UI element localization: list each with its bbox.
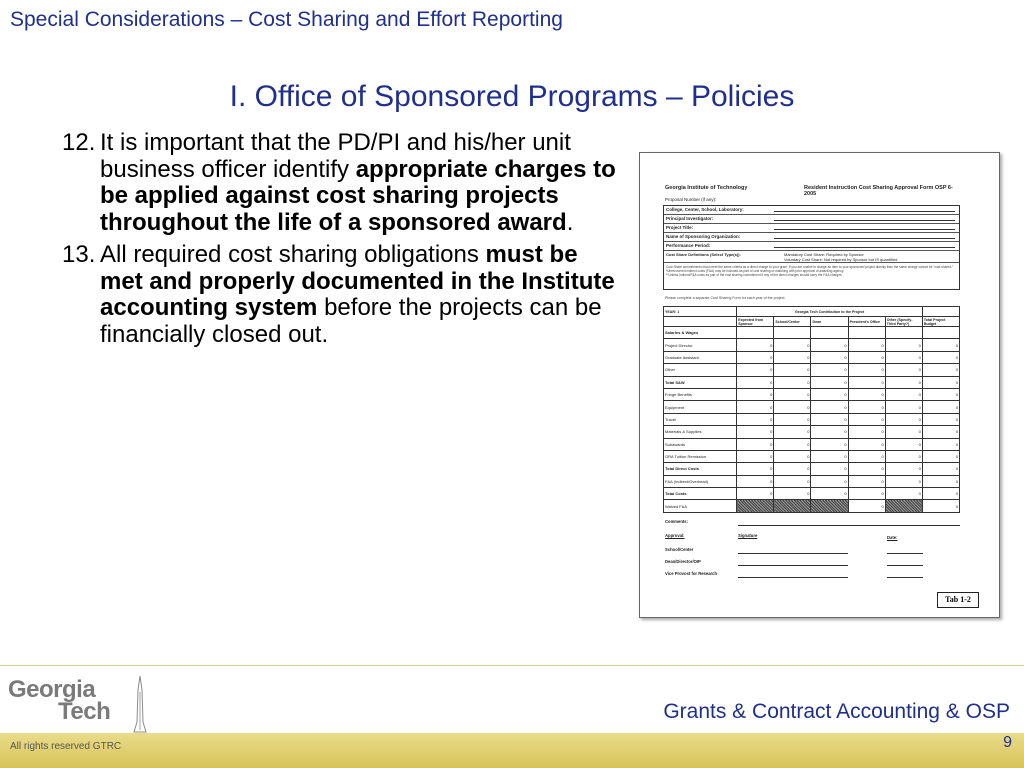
row-value: 0 xyxy=(774,488,811,500)
policy-text-plain: All required cost sharing obligations xyxy=(100,241,486,268)
row-value: 0 xyxy=(848,364,885,376)
form-field-label: Name of Sponsoring Organization: xyxy=(666,234,741,239)
row-value: 0 xyxy=(922,376,959,388)
row-value xyxy=(811,500,848,512)
form-field xyxy=(664,224,959,233)
policy-text xyxy=(100,130,622,236)
row-value xyxy=(774,327,811,339)
row-value: 0 xyxy=(774,426,811,438)
table-column-header: Other (Specify-Third Party?) xyxy=(885,317,922,327)
form-title: Resident Instruction Cost Sharing Approval Form OSP 6-2005 xyxy=(804,185,953,197)
row-value: 0 xyxy=(811,364,848,376)
row-value: 0 xyxy=(737,413,774,425)
row-value: 0 xyxy=(922,401,959,413)
row-value: 0 xyxy=(774,475,811,487)
table-column-header: President's Office xyxy=(848,317,885,327)
row-value: 0 xyxy=(848,488,885,500)
form-field-label: Performance Period: xyxy=(666,243,711,248)
table-column-row xyxy=(664,317,960,327)
logo-word-tech: Tech xyxy=(58,698,111,725)
row-value: 0 xyxy=(848,463,885,475)
approval-label: Approval: xyxy=(665,532,685,538)
row-value xyxy=(848,327,885,339)
row-value: 0 xyxy=(848,388,885,400)
form-field-label: Project Title: xyxy=(666,225,694,230)
table-column-header: Expected from Sponsor xyxy=(737,317,774,327)
row-value: 0 xyxy=(885,401,922,413)
row-label: Travel xyxy=(664,413,737,425)
row-value xyxy=(811,327,848,339)
approver-school: School/Center xyxy=(665,546,694,552)
row-value: 0 xyxy=(848,413,885,425)
row-value: 0 xyxy=(885,376,922,388)
logo-word-georgia: Georgia xyxy=(8,676,96,703)
policy-item-13 xyxy=(62,242,622,348)
policy-list xyxy=(62,130,622,354)
year-label: YEAR: xyxy=(665,309,677,314)
row-value: 0 xyxy=(848,401,885,413)
date-label: Date: xyxy=(887,534,898,540)
form-field xyxy=(664,233,959,242)
georgia-tech-logo xyxy=(8,676,148,734)
row-value: 0 xyxy=(922,351,959,363)
policy-number: 12. xyxy=(62,129,96,156)
row-value: 0 xyxy=(848,450,885,462)
form-field-label: College, Center, School, Laboratory: xyxy=(666,207,744,212)
row-value: 0 xyxy=(737,426,774,438)
year-cell xyxy=(664,307,737,317)
table-row xyxy=(664,388,960,400)
row-value: 0 xyxy=(774,401,811,413)
table-row xyxy=(664,475,960,487)
row-value: 0 xyxy=(737,463,774,475)
row-value: 0 xyxy=(774,413,811,425)
row-label: GRA Tuition Remission xyxy=(664,450,737,462)
table-row xyxy=(664,463,960,475)
cost-share-voluntary: Voluntary Cost Share: Not required by Sponsor but IS quantified xyxy=(784,257,898,262)
row-value: 0 xyxy=(885,450,922,462)
form-note: *Unrecovered indirect costs (F&A) may be included as part of cost sharing or matching with prior approval of awarding agency. xyxy=(666,269,845,274)
footer-bar xyxy=(0,733,1024,768)
table-row xyxy=(664,413,960,425)
table-header-blank xyxy=(922,307,959,317)
row-value: 0 xyxy=(885,463,922,475)
row-label: Salaries & Wages xyxy=(664,327,737,339)
row-value: 0 xyxy=(885,413,922,425)
row-value: 0 xyxy=(885,339,922,351)
policy-text-end: before the projects can be financially closed out. xyxy=(100,294,602,348)
row-value: 0 xyxy=(922,438,959,450)
approver-vp: Vice Provost for Research xyxy=(665,570,718,576)
policy-text-bold: must be met and properly documented in the Institute accounting system xyxy=(100,241,615,321)
tech-tower-icon xyxy=(132,676,148,734)
form-field xyxy=(664,215,959,224)
row-value: 0 xyxy=(774,351,811,363)
row-value: 0 xyxy=(774,339,811,351)
table-row xyxy=(664,401,960,413)
row-value: 0 xyxy=(811,475,848,487)
row-value: 0 xyxy=(922,339,959,351)
row-value: 0 xyxy=(848,339,885,351)
table-row xyxy=(664,351,960,363)
form-cost-share-types xyxy=(664,251,959,263)
table-column-header: Dean xyxy=(811,317,848,327)
row-value: 0 xyxy=(922,450,959,462)
form-field xyxy=(664,206,959,215)
year-value: 1 xyxy=(677,309,680,314)
form-header xyxy=(662,183,962,197)
row-value: 0 xyxy=(922,475,959,487)
row-label: F&A (Indirect/Overhead) xyxy=(664,475,737,487)
cost-share-mandatory: Mandatory Cost Share: Required by Sponsor xyxy=(784,252,864,257)
row-label: Total Costs xyxy=(664,488,737,500)
form-notes xyxy=(664,263,959,289)
table-row xyxy=(664,327,960,339)
row-value: 0 xyxy=(811,426,848,438)
row-value: 0 xyxy=(774,376,811,388)
row-value: 0 xyxy=(885,488,922,500)
row-value: 0 xyxy=(811,450,848,462)
table-row xyxy=(664,426,960,438)
footer-department: Grants & Contract Accounting & OSP xyxy=(663,700,1010,723)
row-value: 0 xyxy=(922,413,959,425)
table-body xyxy=(664,327,960,513)
row-value: 0 xyxy=(737,376,774,388)
row-value: 0 xyxy=(848,426,885,438)
row-label: Project Director xyxy=(664,339,737,351)
form-field xyxy=(664,242,959,251)
row-label: Subawards xyxy=(664,438,737,450)
policy-number: 13. xyxy=(62,241,96,268)
row-value: 0 xyxy=(811,376,848,388)
table-row xyxy=(664,339,960,351)
copyright-text: All rights reserved GTRC xyxy=(10,741,122,752)
row-value: 0 xyxy=(811,351,848,363)
form-sheet xyxy=(662,183,962,589)
row-value xyxy=(737,500,774,512)
table-row xyxy=(664,438,960,450)
row-value: 0 xyxy=(774,364,811,376)
slide-title: I. Office of Sponsored Programs – Policies xyxy=(229,80,795,113)
row-value: 0 xyxy=(848,438,885,450)
row-value xyxy=(774,500,811,512)
header-title: Special Considerations – Cost Sharing and Effort Reporting xyxy=(10,8,563,31)
row-value: 0 xyxy=(774,463,811,475)
row-value: 0 xyxy=(737,351,774,363)
row-value xyxy=(922,327,959,339)
table-row xyxy=(664,450,960,462)
signature-label: Signature xyxy=(738,532,758,538)
row-value: 0 xyxy=(737,388,774,400)
row-value: 0 xyxy=(848,351,885,363)
row-value: 0 xyxy=(737,339,774,351)
row-value: 0 xyxy=(737,475,774,487)
form-info-box xyxy=(663,205,960,290)
row-value: 0 xyxy=(922,388,959,400)
row-value: 0 xyxy=(737,450,774,462)
policy-text-plain: It is important that the PD/PI and his/her unit business officer identify xyxy=(100,129,571,183)
row-value: 0 xyxy=(922,500,959,512)
row-value: 0 xyxy=(811,463,848,475)
row-value: 0 xyxy=(885,388,922,400)
table-column-header: Total Project Budget xyxy=(922,317,959,327)
row-value: 0 xyxy=(774,388,811,400)
form-instruction: Please complete a separate Cost Sharing Form for each year of the project. xyxy=(665,296,786,300)
row-value xyxy=(885,327,922,339)
table-row xyxy=(664,500,960,512)
row-label: Other xyxy=(664,364,737,376)
row-value: 0 xyxy=(811,438,848,450)
row-value: 0 xyxy=(922,426,959,438)
form-budget-table xyxy=(663,306,960,513)
row-value xyxy=(737,327,774,339)
table-row xyxy=(664,376,960,388)
policy-text xyxy=(100,242,622,348)
approver-dean: Dean/Director/OIP xyxy=(665,558,701,564)
policy-item-12 xyxy=(62,130,622,236)
row-value: 0 xyxy=(848,500,885,512)
row-label: Graduate Assistant xyxy=(664,351,737,363)
row-value: 0 xyxy=(885,351,922,363)
row-value: 0 xyxy=(774,438,811,450)
row-value: 0 xyxy=(811,388,848,400)
comments-label: Comments: xyxy=(665,518,689,524)
row-value xyxy=(885,500,922,512)
row-label: Equipment xyxy=(664,401,737,413)
cost-sharing-form-image xyxy=(639,152,1000,618)
row-value: 0 xyxy=(885,438,922,450)
row-value: 0 xyxy=(737,401,774,413)
row-label: Fringe Benefits xyxy=(664,388,737,400)
contribution-header: Georgia Tech Contribution to the Project xyxy=(737,307,923,317)
table-row xyxy=(664,364,960,376)
row-value: 0 xyxy=(885,475,922,487)
table-header-row xyxy=(664,307,960,317)
row-value: 0 xyxy=(811,488,848,500)
row-value: 0 xyxy=(774,450,811,462)
row-value: 0 xyxy=(737,488,774,500)
policy-text-bold: appropriate charges to be applied against cost sharing projects throughout the life of a sponsored award xyxy=(100,155,616,236)
form-field-label: Principal Investigator: xyxy=(666,216,714,221)
row-value: 0 xyxy=(922,463,959,475)
row-label: Waived F&A xyxy=(664,500,737,512)
page-number: 9 xyxy=(1003,734,1012,751)
row-value: 0 xyxy=(811,413,848,425)
form-org: Georgia Institute of Technology xyxy=(665,185,748,191)
table-column-header: School/Center xyxy=(774,317,811,327)
footer-divider xyxy=(0,665,1024,666)
form-signatures xyxy=(662,519,962,589)
form-proposal-number: Proposal Number (if any): xyxy=(665,197,717,202)
form-note: Cost Share commitments must meet the same criteria as a direct charge to your grant. If you are unable to charge an item to your sponsored project directly than the same charge cannot be "cost shared." xyxy=(666,265,953,269)
row-value: 0 xyxy=(811,339,848,351)
row-value: 0 xyxy=(737,364,774,376)
policy-text-end: . xyxy=(566,208,574,236)
table-column-blank xyxy=(664,317,737,327)
row-value: 0 xyxy=(922,364,959,376)
form-note: **Unless Indirect/F&A costs as part of the cost sharing commitment if any of the direct charges should carry the F&A charges. xyxy=(666,273,843,278)
row-value: 0 xyxy=(885,426,922,438)
cost-share-label: Cost Share Definitions (Select Type(s)): xyxy=(666,252,741,257)
row-label: Total S&W xyxy=(664,376,737,388)
row-label: Total Direct Costs xyxy=(664,463,737,475)
row-value: 0 xyxy=(848,475,885,487)
row-value: 0 xyxy=(737,438,774,450)
row-value: 0 xyxy=(922,488,959,500)
table-row xyxy=(664,488,960,500)
row-label: Materials & Supplies xyxy=(664,426,737,438)
row-value: 0 xyxy=(848,376,885,388)
row-value: 0 xyxy=(811,401,848,413)
tab-label: Tab 1-2 xyxy=(937,592,979,608)
row-value: 0 xyxy=(885,364,922,376)
